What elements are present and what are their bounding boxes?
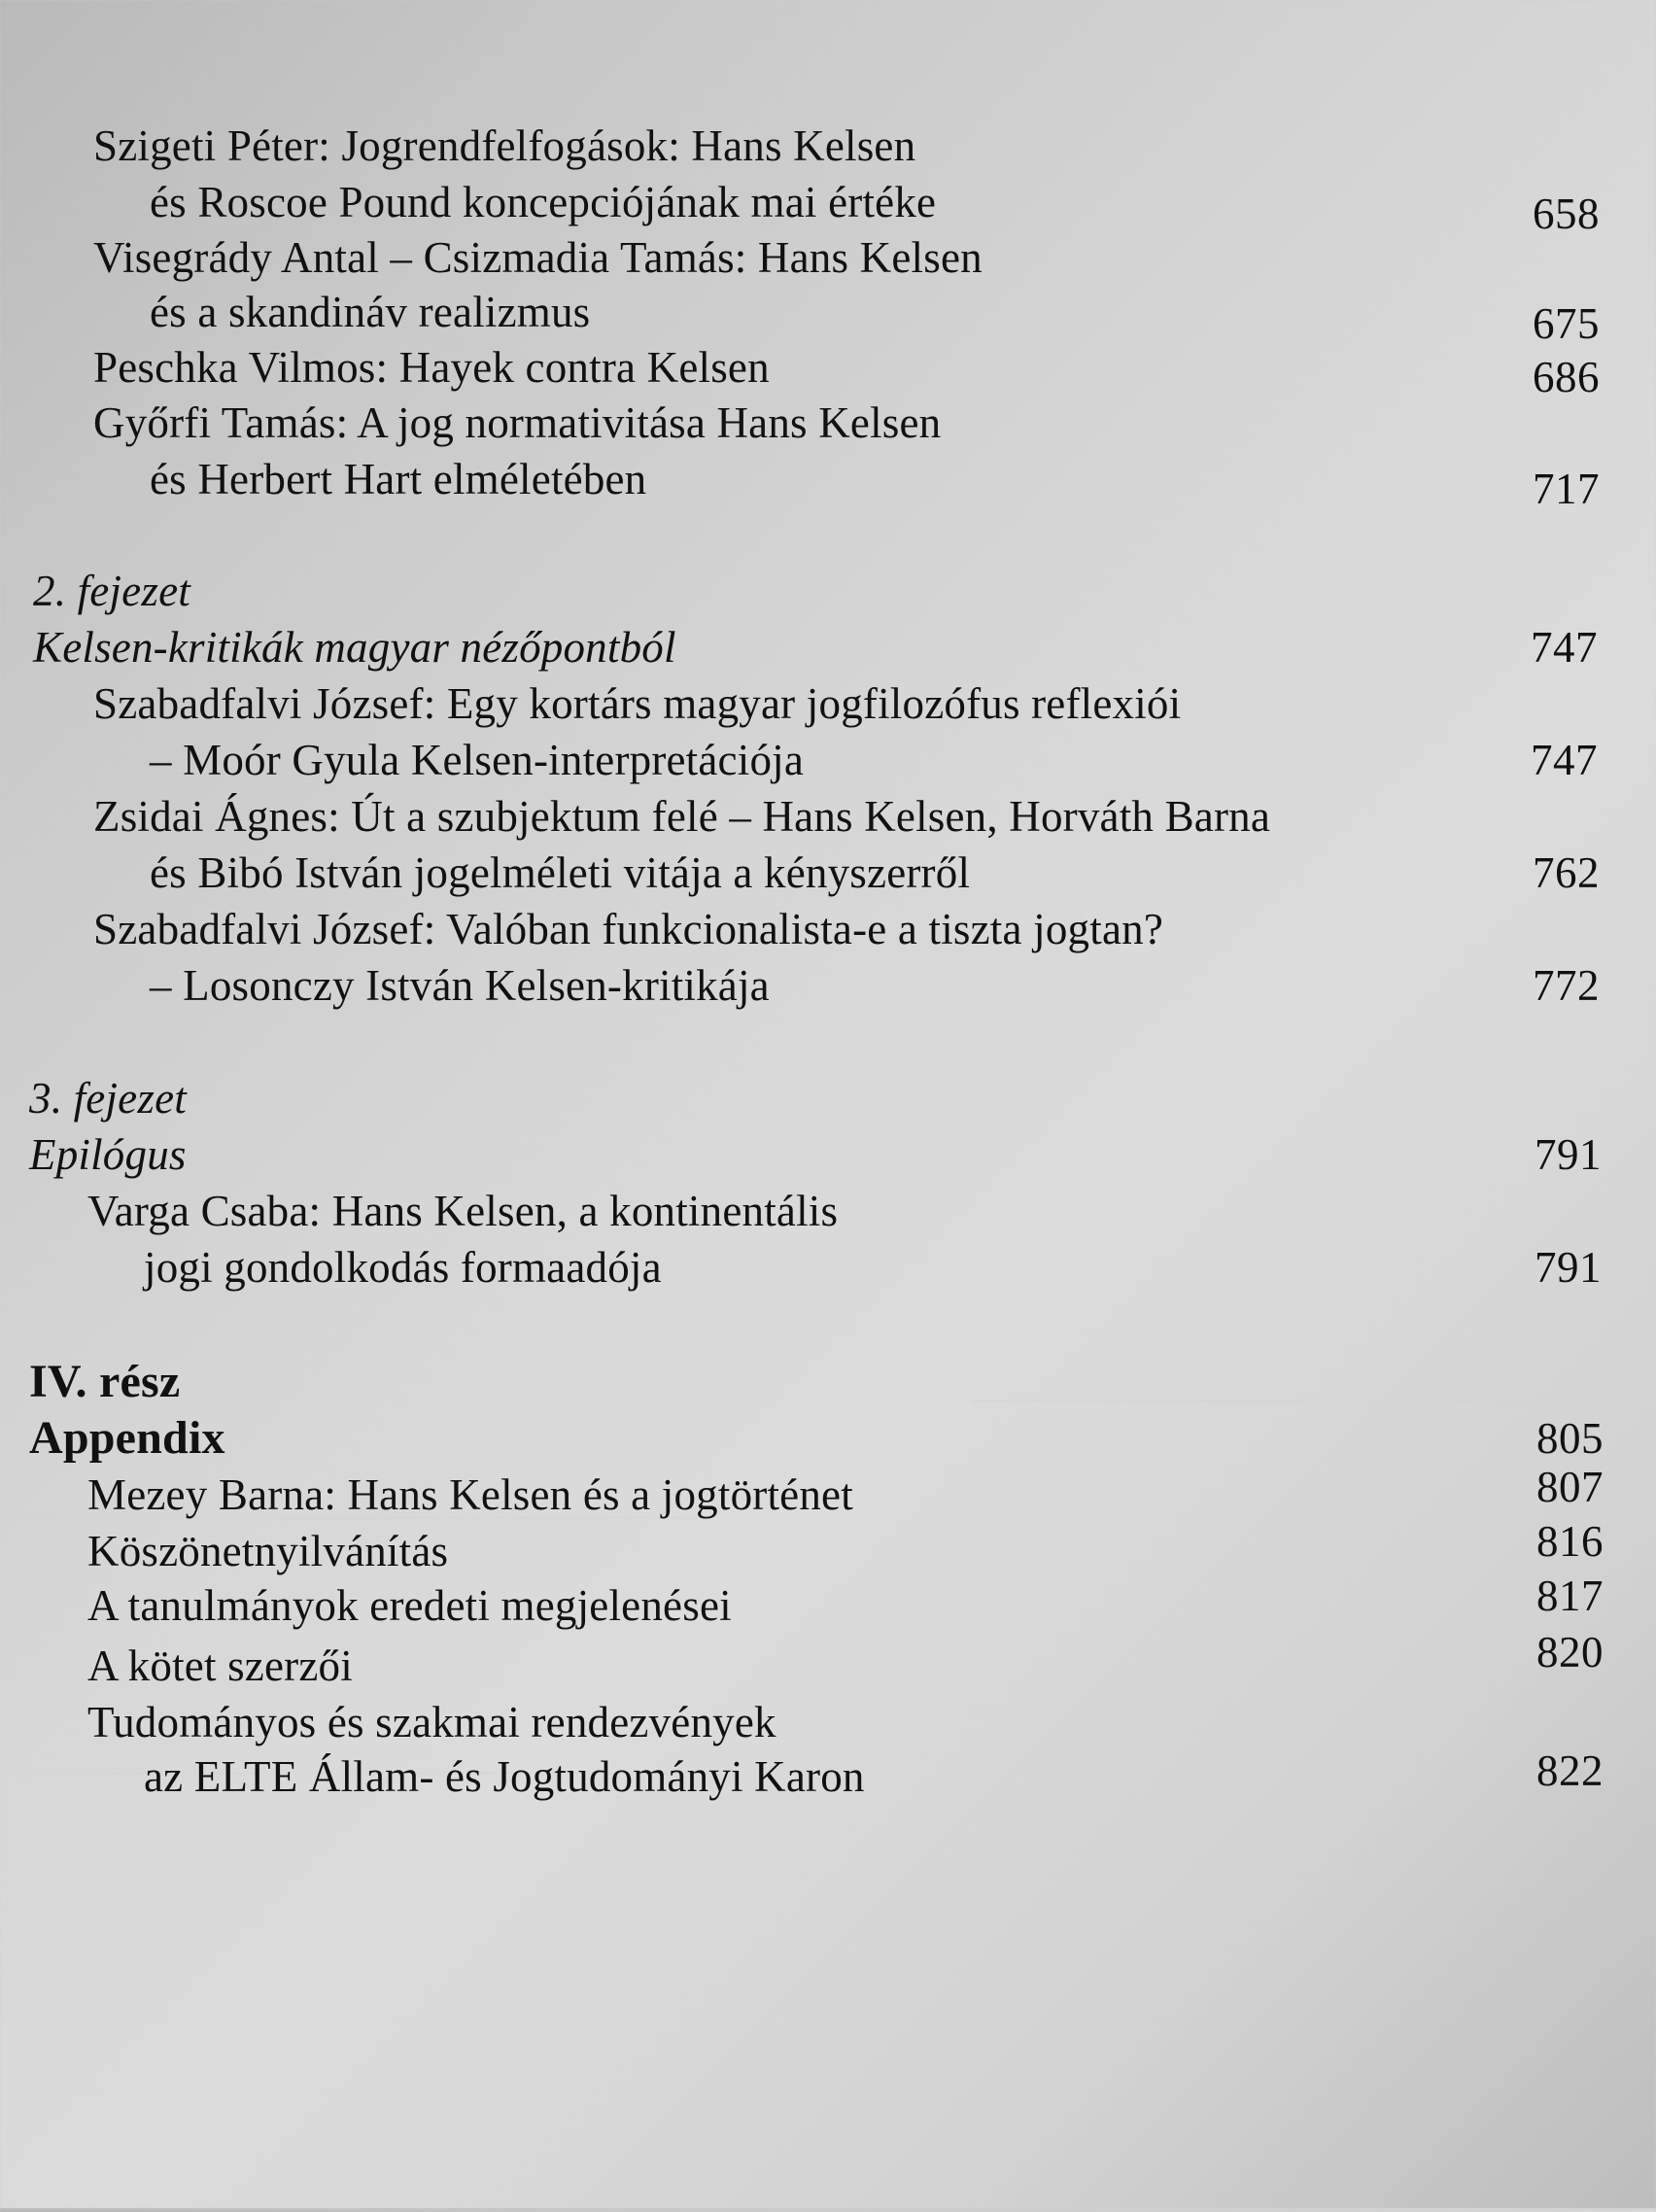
toc-page-number: 791 <box>1535 1243 1602 1292</box>
toc-entry-title: jogi gondolkodás formaadója <box>144 1243 662 1292</box>
part-title: Appendix <box>29 1412 225 1464</box>
toc-page-number: 820 <box>1536 1628 1604 1676</box>
part-heading <box>0 1409 1656 1468</box>
toc-entry-title: Peschka Vilmos: Hayek contra Kelsen <box>93 343 770 392</box>
part-label <box>0 1353 1656 1411</box>
toc-entry <box>0 674 1656 733</box>
toc-entry-title: A tanulmányok eredeti megjelenései <box>87 1581 732 1630</box>
toc-page-number: 816 <box>1536 1517 1604 1566</box>
toc-entry-title: – Moór Gyula Kelsen-interpretációja <box>150 736 805 784</box>
toc-entry <box>0 900 1656 958</box>
toc-entry-continuation <box>0 731 1656 789</box>
toc-entry-title: Varga Csaba: Hans Kelsen, a kontinentális <box>87 1187 839 1235</box>
toc-page-number: 747 <box>1531 736 1598 784</box>
toc-page-number: 822 <box>1536 1746 1604 1795</box>
toc-entry <box>0 1628 1656 1695</box>
toc-page-number: 762 <box>1533 848 1600 897</box>
toc-entry-title: – Losonczy István Kelsen-kritikája <box>150 961 770 1010</box>
toc-entry-title: és Bibó István jogelméleti vitája a kényszerről <box>150 848 971 897</box>
toc-entry-title: és a skandináv realizmus <box>150 288 591 336</box>
toc-entry-title: és Herbert Hart elméletében <box>150 455 647 503</box>
chapter-title: Kelsen-kritikák magyar nézőpontból <box>33 623 676 672</box>
toc-entry-title: Győrfi Tamás: A jog normativitása Hans Kelsen <box>93 398 942 447</box>
chapter-number: 2. fejezet <box>33 567 190 615</box>
toc-entry-title: Köszönetnyilvánítás <box>87 1527 449 1575</box>
toc-entry <box>0 117 1656 175</box>
toc-page-number: 717 <box>1533 465 1600 513</box>
toc-entry <box>0 787 1656 846</box>
chapter-title: Epilógus <box>29 1130 187 1179</box>
toc-page-number: 817 <box>1536 1572 1604 1620</box>
toc-page-number: 686 <box>1533 353 1600 401</box>
toc-entry-continuation <box>0 1747 1656 1806</box>
toc-page-number: 805 <box>1536 1414 1604 1463</box>
toc-entry <box>0 1572 1656 1635</box>
chapter-heading <box>0 1125 1656 1184</box>
toc-entry-title: Szigeti Péter: Jogrendfelfogások: Hans Kelsen <box>93 121 916 170</box>
chapter-label <box>0 562 1656 620</box>
toc-page-number: 772 <box>1533 961 1600 1010</box>
toc-entry <box>0 338 1656 401</box>
toc-page-number: 791 <box>1535 1130 1602 1179</box>
toc-entry <box>0 1693 1656 1751</box>
toc-entry <box>0 1182 1656 1240</box>
chapter-heading <box>0 618 1656 676</box>
toc-entry-title: Tudományos és szakmai rendezvények <box>87 1698 776 1746</box>
watermark-decoration <box>0 2173 408 2212</box>
toc-entry <box>0 394 1656 452</box>
toc-entry <box>0 228 1656 287</box>
toc-page-number: 658 <box>1533 190 1600 238</box>
chapter-label <box>0 1069 1656 1127</box>
toc-entry-title: az ELTE Állam- és Jogtudományi Karon <box>144 1752 865 1801</box>
toc-entry-continuation <box>0 450 1656 513</box>
part-number: IV. rész <box>29 1356 181 1407</box>
toc-entry-continuation <box>0 844 1656 902</box>
toc-page-number: 675 <box>1533 299 1600 348</box>
toc-page-number: 747 <box>1531 623 1598 672</box>
toc-entry-title: A kötet szerzői <box>87 1642 353 1690</box>
toc-entry-title: Mezey Barna: Hans Kelsen és a jogtörténet <box>87 1470 853 1519</box>
toc-entry-title: Zsidai Ágnes: Út a szubjektum felé – Hans Kelsen, Horváth Barna <box>93 792 1271 841</box>
toc-entry-title: Szabadfalvi József: Egy kortárs magyar jogfilozófus reflexiói <box>93 679 1182 728</box>
toc-entry-title: és Roscoe Pound koncepciójának mai értéke <box>150 178 937 226</box>
toc-entry <box>0 1463 1656 1524</box>
toc-entry-continuation <box>0 283 1656 348</box>
toc-entry-continuation <box>0 956 1656 1015</box>
toc-entry-continuation <box>0 173 1656 238</box>
toc-entry-title: Szabadfalvi József: Valóban funkcionalista-e a tiszta jogtan? <box>93 905 1163 953</box>
toc-entry-continuation <box>0 1238 1656 1296</box>
chapter-number: 3. fejezet <box>29 1074 187 1123</box>
toc-page-number: 807 <box>1536 1463 1604 1511</box>
toc-entry-title: Visegrády Antal – Csizmadia Tamás: Hans Kelsen <box>93 233 983 282</box>
toc-entry <box>0 1517 1656 1580</box>
